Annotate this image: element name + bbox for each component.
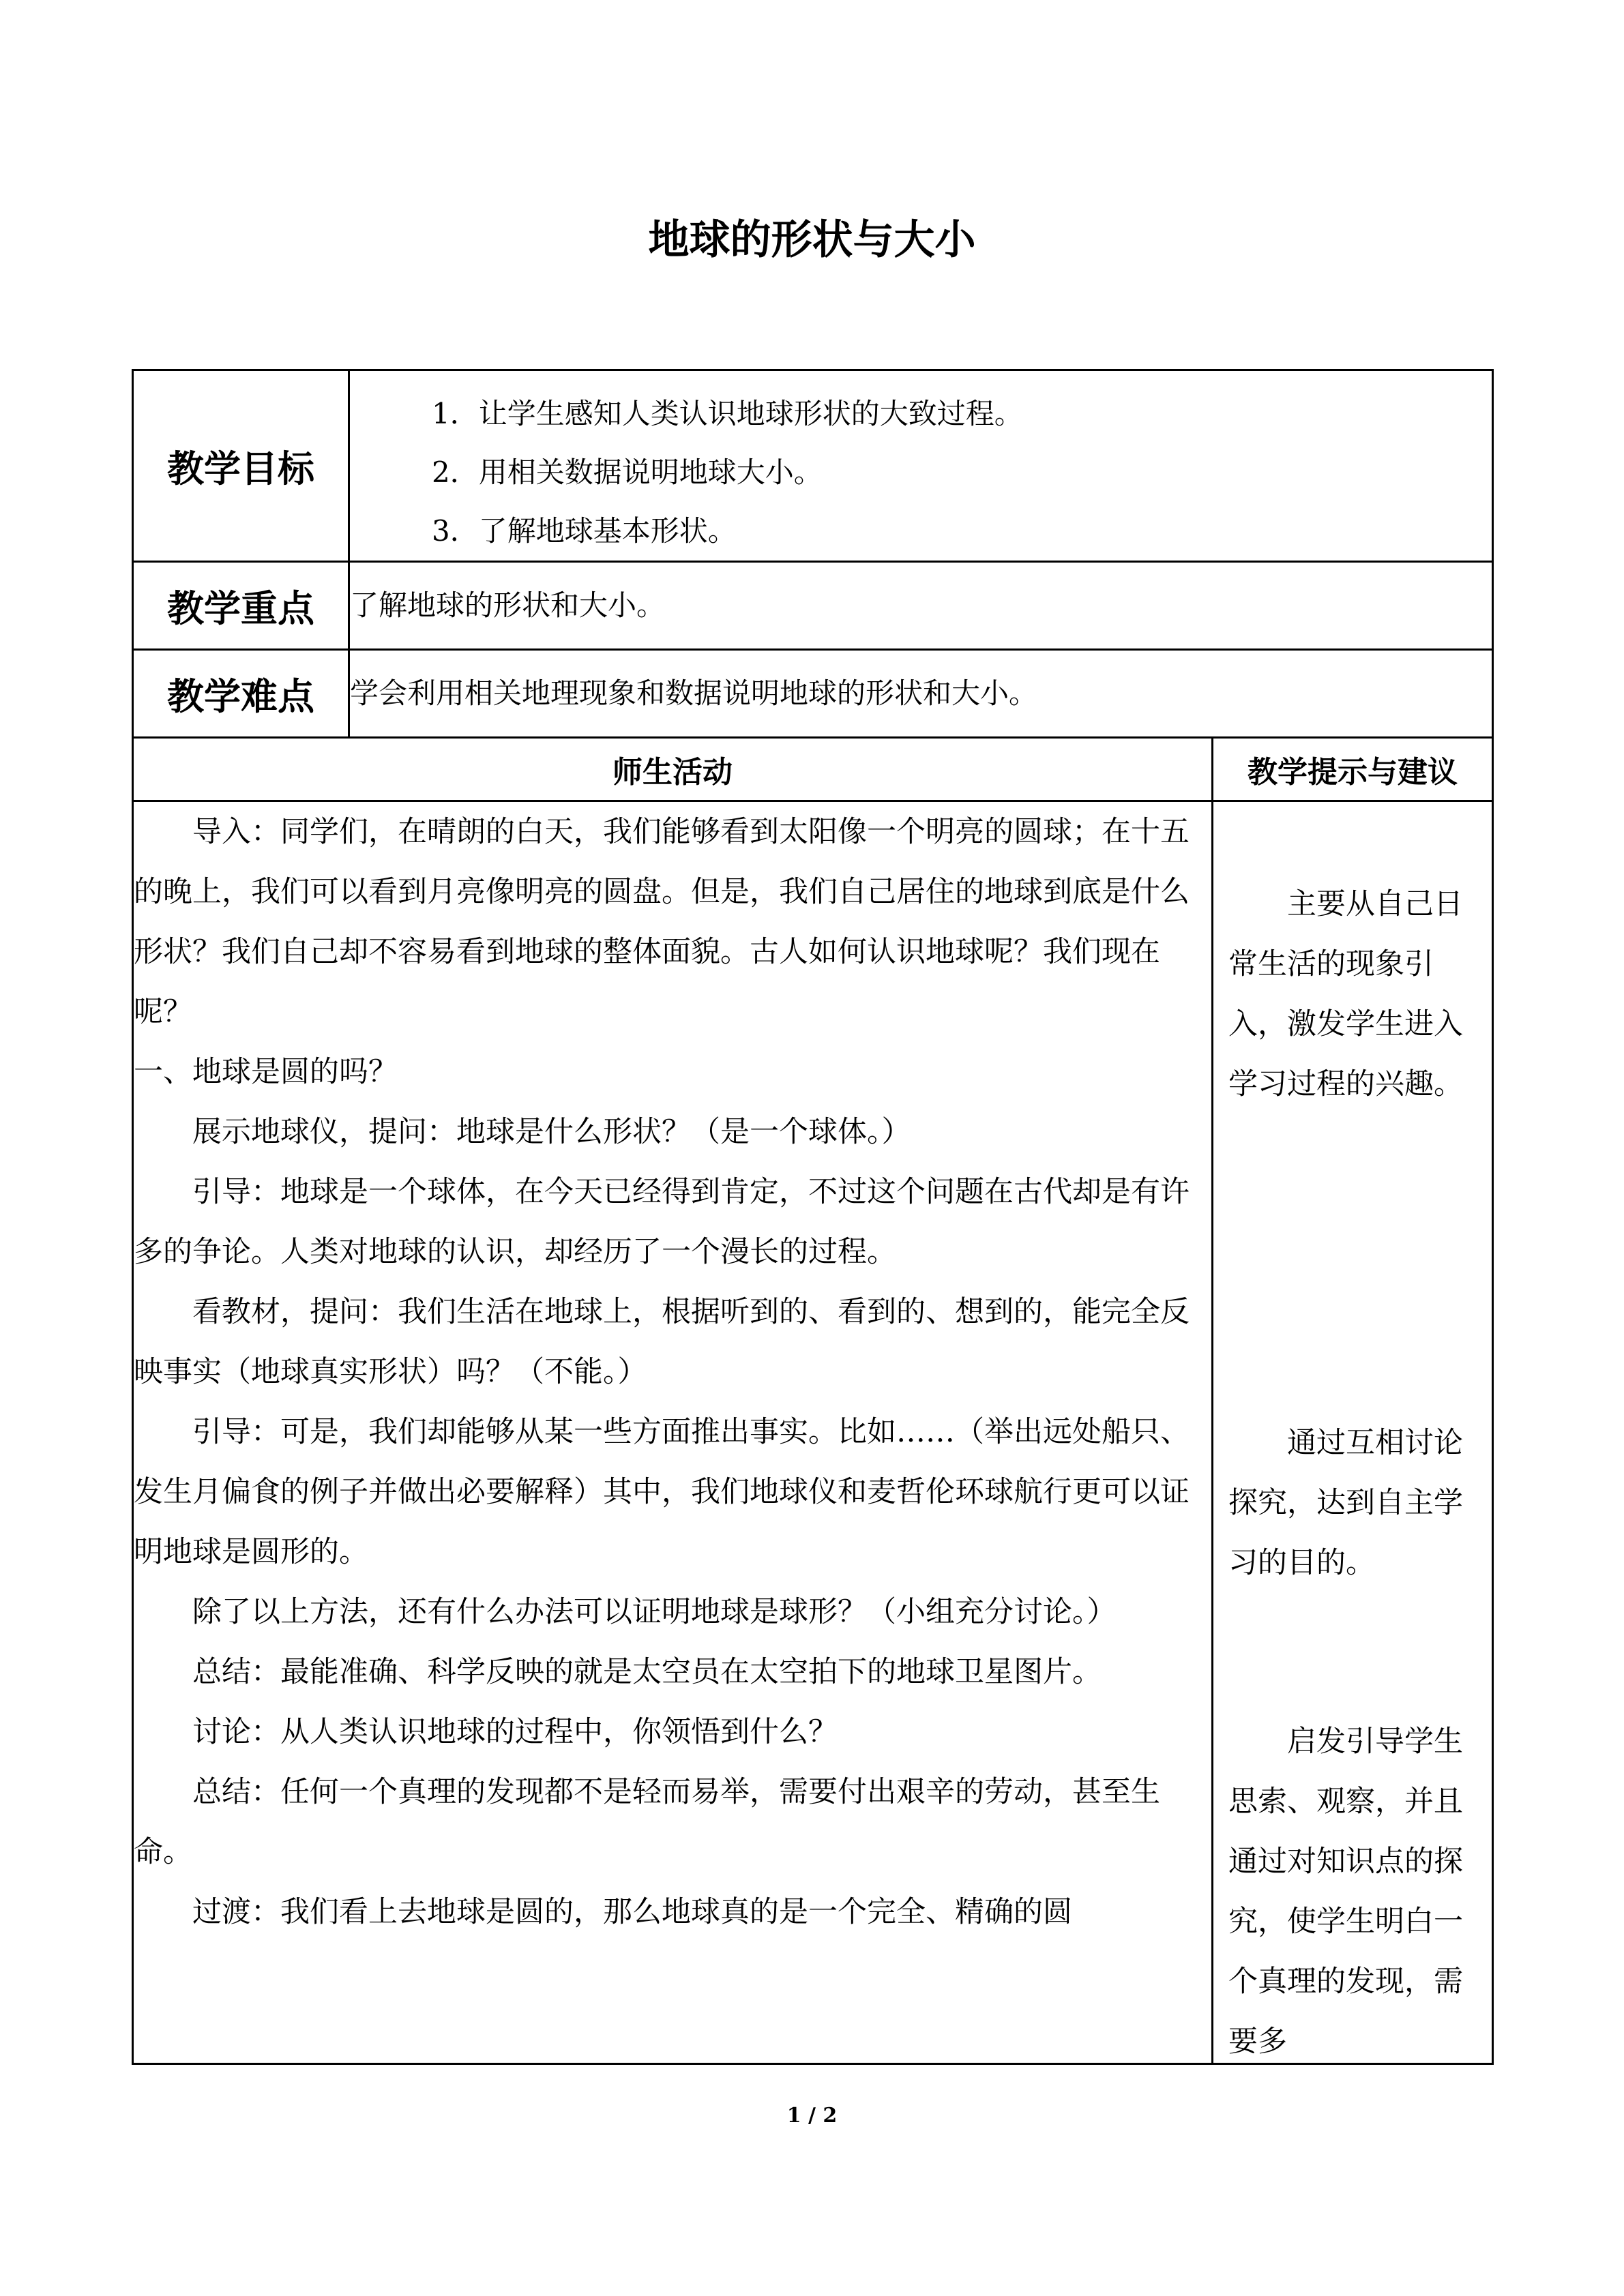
hint-text: 主要从自己日常生活的现象引入，激发学生进入学习过程的兴趣。 [1228,887,1463,1101]
activities-row [133,801,1493,2064]
activity-paragraph: 展示地球仪，提问：地球是什么形状？（是一个球体。） [192,1115,911,1149]
key-points-text: 了解地球的形状和大小。 [349,562,1493,650]
columns-header-row [133,738,1493,801]
objectives-row [133,370,1493,562]
activity-paragraph: 看教材，提问：我们生活在地球上，根据听到的、看到的、想到的，能完全反映事实（地球真实形状）吗？（不能。） [134,1295,1190,1389]
activities-header: 师生活动 [133,738,1213,801]
activity-paragraph: 总结：最能准确、科学反映的就是太空员在太空拍下的地球卫星图片。 [192,1655,1102,1689]
difficulties-text: 学会利用相关地理现象和数据说明地球的形状和大小。 [349,650,1493,738]
key-points-row [133,562,1493,650]
activity-paragraph: 过渡：我们看上去地球是圆的，那么地球真的是一个完全、精确的圆 [192,1895,1072,1929]
activity-paragraph: 除了以上方法，还有什么办法可以证明地球是球形？（小组充分讨论。） [192,1595,1117,1629]
objective-item: 1．让学生感知人类认识地球形状的大致过程。 [432,397,1023,430]
section-heading: 一、地球是圆的吗？ [134,1055,398,1089]
objectives-label: 教学目标 [133,370,349,562]
activity-paragraph: 引导：可是，我们却能够从某一些方面推出事实。比如……（举出远处船只、发生月偏食的例子并做出必要解释）其中，我们地球仪和麦哲伦环球航行更可以证明地球是圆形的。 [134,1415,1190,1569]
difficulties-label: 教学难点 [133,650,349,738]
key-points-label: 教学重点 [133,562,349,650]
hints-content [1213,801,1493,2064]
page-title: 地球的形状与大小 [648,216,976,264]
hint-block [1228,1413,1477,1593]
activity-paragraph: 讨论：从人类认识地球的过程中，你领悟到什么？ [192,1715,838,1749]
activity-paragraph: 引导：地球是一个球体，在今天已经得到肯定，不过这个问题在古代却是有许多的争论。人类对地球的认识，却经历了一个漫长的过程。 [134,1175,1190,1269]
lesson-plan-table [132,369,1494,2065]
activity-paragraph: 总结：任何一个真理的发现都不是轻而易举，需要付出艰辛的劳动，甚至生命。 [134,1775,1160,1869]
hint-text: 启发引导学生思索、观察，并且通过对知识点的探究，使学生明白一个真理的发现，需要多 [1228,1725,1463,2059]
activity-paragraph: 导入：同学们，在晴朗的白天，我们能够看到太阳像一个明亮的圆球；在十五的晚上，我们可以看到月亮像明亮的圆盘。但是，我们自己居住的地球到底是什么形状？我们自己却不容易看到地球的整体面貌。古人如何认识地球呢？我们现在呢？ [134,815,1190,1029]
objective-item: 2．用相关数据说明地球大小。 [432,456,823,489]
difficulties-row [133,650,1493,738]
hints-header: 教学提示与建议 [1213,738,1493,801]
hint-text: 通过互相讨论探究，达到自主学习的目的。 [1228,1426,1463,1580]
hint-block [1228,874,1477,1114]
page-number: 1 / 2 [786,2104,838,2128]
activities-content [133,801,1213,2064]
hint-block [1228,1712,1477,2072]
objectives-content [349,370,1493,562]
objective-item: 3．了解地球基本形状。 [432,514,737,548]
